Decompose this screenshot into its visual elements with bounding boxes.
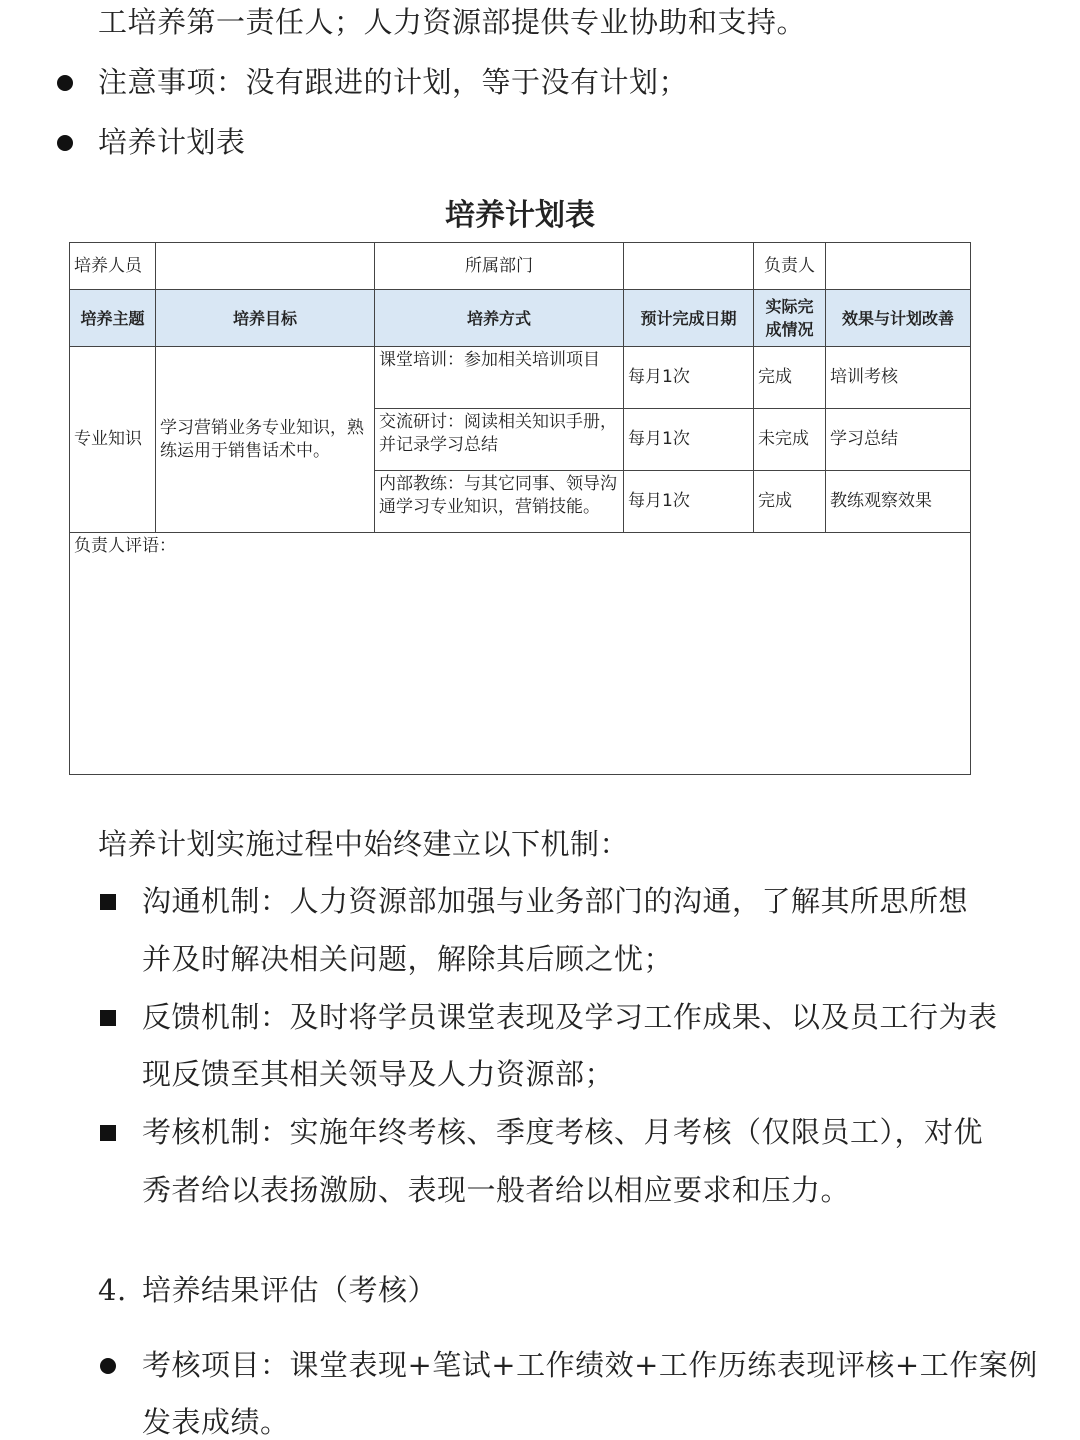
method-text: 内部教练：与其它同事、领导沟通学习专业知识，营销技能。 (379, 474, 617, 517)
department-value (624, 243, 754, 290)
header-actual-status: 实际完成情况 (754, 290, 826, 347)
table-info-row (70, 243, 971, 290)
trainee-value (156, 243, 375, 290)
effect-cell: 教练观察效果 (826, 471, 971, 533)
bullet-dot-icon (57, 135, 73, 151)
status-cell: 未完成 (754, 409, 826, 471)
topic-cell: 专业知识 (70, 347, 156, 533)
assessment-items-line1: 考核项目：课堂表现+笔试+工作绩效+工作历练表现评核+工作案例 (142, 1348, 1038, 1382)
mechanism-assessment-line2: 秀者给以表扬激励、表现一般者给以相应要求和压力。 (142, 1173, 851, 1207)
comment-cell (70, 533, 971, 775)
date-cell: 每月1次 (624, 347, 754, 409)
header-goal: 培养目标 (156, 290, 375, 347)
section4-number: 4. (98, 1273, 127, 1307)
mechanism-communication-line1: 沟通机制：人力资源部加强与业务部门的沟通，了解其所思所想 (142, 884, 969, 918)
trainee-label: 培养人员 (70, 243, 156, 290)
bullet-dot-icon (57, 75, 73, 91)
table-header-row (70, 290, 971, 347)
training-plan-table (69, 242, 971, 775)
mechanism-feedback-line2: 现反馈至其相关领导及人力资源部； (142, 1057, 615, 1091)
method-text: 课堂培训：参加相关培训项目 (379, 350, 600, 370)
header-planned-date: 预计完成日期 (624, 290, 754, 347)
square-bullet-icon (100, 894, 116, 910)
comment-label: 负责人评语： (74, 536, 176, 556)
mechanism-communication-line2: 并及时解决相关问题，解除其后顾之忧； (142, 942, 674, 976)
bullet-plan-table-text: 培养计划表 (98, 125, 246, 159)
comment-row (70, 533, 971, 775)
mechanism-feedback-line1: 反馈机制：及时将学员课堂表现及学习工作成果、以及员工行为表 (142, 1000, 998, 1034)
header-method: 培养方式 (375, 290, 624, 347)
status-cell: 完成 (754, 347, 826, 409)
intro-continuation-text: 工培养第一责任人；人力资源部提供专业协助和支持。 (98, 5, 807, 39)
owner-label: 负责人 (754, 243, 826, 290)
method-cell (375, 347, 624, 409)
assessment-items-line2: 发表成绩。 (142, 1405, 290, 1439)
header-effect: 效果与计划改善 (826, 290, 971, 347)
square-bullet-icon (100, 1010, 116, 1026)
department-label: 所属部门 (375, 243, 624, 290)
mechanisms-intro: 培养计划实施过程中始终建立以下机制： (98, 827, 630, 861)
bullet-notice-text: 注意事项：没有跟进的计划，等于没有计划； (98, 65, 689, 99)
mechanism-assessment-line1: 考核机制：实施年终考核、季度考核、月考核（仅限员工），对优 (142, 1115, 984, 1149)
effect-cell: 学习总结 (826, 409, 971, 471)
effect-cell: 培训考核 (826, 347, 971, 409)
table-row (70, 347, 971, 409)
method-cell (375, 471, 624, 533)
method-cell (375, 409, 624, 471)
header-topic: 培养主题 (70, 290, 156, 347)
date-cell: 每月1次 (624, 471, 754, 533)
table-title: 培养计划表 (445, 198, 595, 233)
status-cell: 完成 (754, 471, 826, 533)
bullet-dot-icon (100, 1358, 116, 1374)
owner-value (826, 243, 971, 290)
section4-heading: 培养结果评估（考核） (142, 1273, 438, 1307)
square-bullet-icon (100, 1125, 116, 1141)
date-cell: 每月1次 (624, 409, 754, 471)
method-text: 交流研讨：阅读相关知识手册，并记录学习总结 (379, 412, 617, 455)
goal-cell: 学习营销业务专业知识，熟练运用于销售话术中。 (156, 347, 375, 533)
